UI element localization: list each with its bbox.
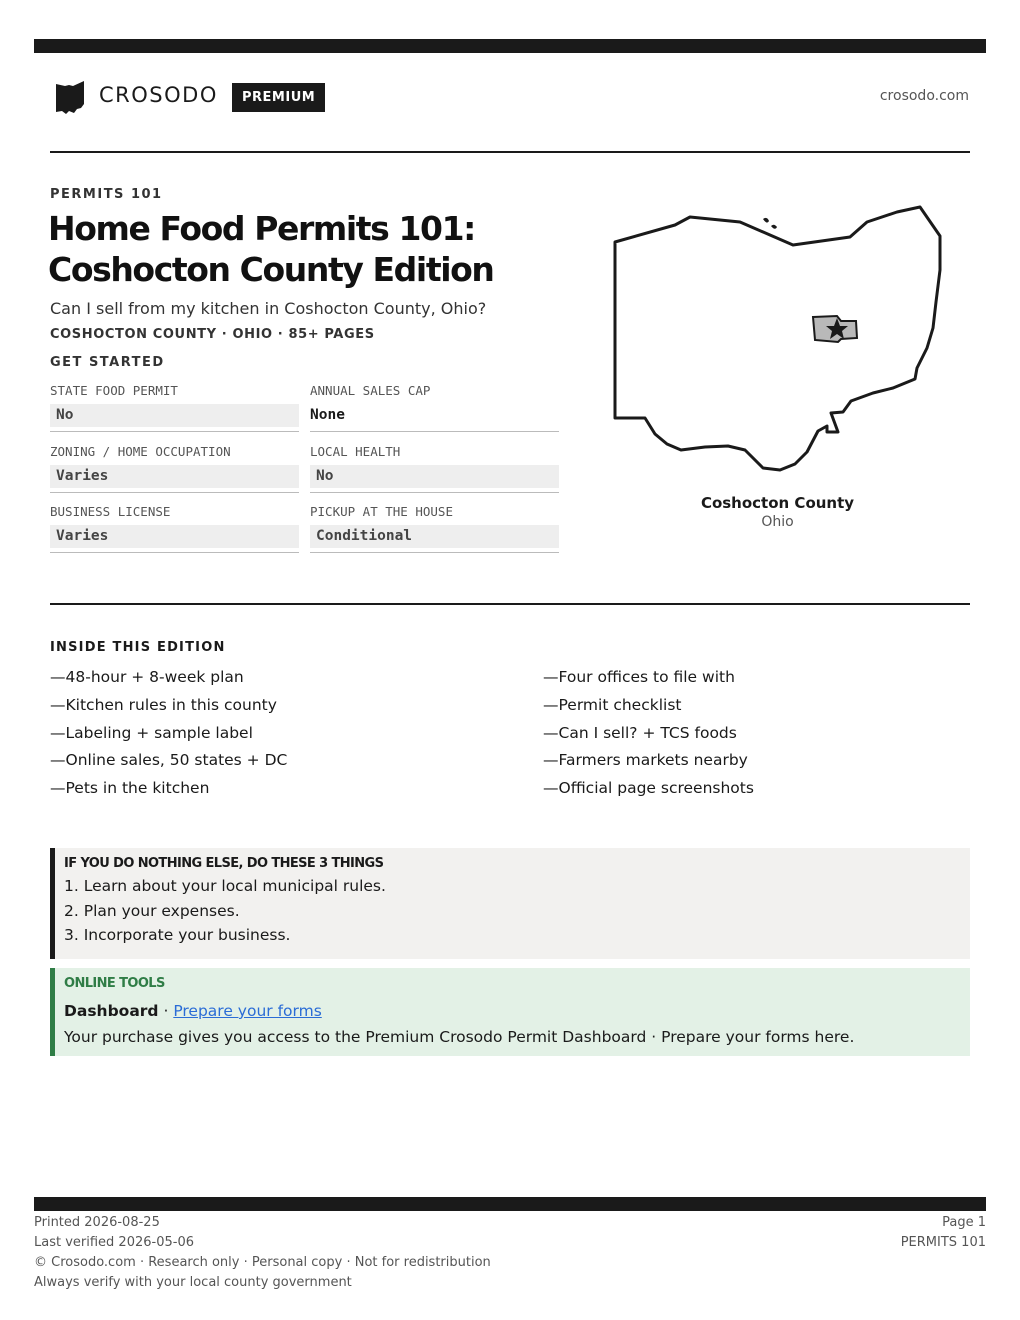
bottom-rule-bar xyxy=(34,1197,986,1211)
callout-item: 2. Plan your expenses. xyxy=(64,901,240,920)
list-item: —48-hour + 8-week plan xyxy=(50,668,244,686)
tools-links-row xyxy=(64,1000,970,1022)
fact-label: STATE FOOD PERMIT xyxy=(50,383,178,398)
premium-badge: PREMIUM xyxy=(232,83,325,112)
page-header xyxy=(50,78,970,118)
map-county-label: Coshocton County xyxy=(700,494,855,512)
fact-label: ANNUAL SALES CAP xyxy=(310,383,431,398)
fact-annual-sales-cap xyxy=(310,381,559,432)
site-url[interactable]: crosodo.com xyxy=(879,88,969,104)
fact-divider xyxy=(50,492,299,493)
fact-divider xyxy=(310,431,559,432)
get-started-heading: GET STARTED xyxy=(50,355,165,370)
verification-disclaimer: Always verify with your local county government xyxy=(34,1275,352,1290)
fact-state-food-permit xyxy=(50,381,299,432)
callout-item: 1. Learn about your local municipal rules. xyxy=(64,877,386,895)
printed-date: Printed 2026-08-25 xyxy=(34,1215,160,1230)
section-eyebrow: PERMITS 101 xyxy=(50,187,163,202)
fact-value: No xyxy=(310,465,559,488)
list-item: —Kitchen rules in this county xyxy=(50,695,277,714)
footer-left xyxy=(34,1213,491,1293)
fact-value: Varies xyxy=(50,525,299,548)
prepare-forms-link[interactable]: Prepare your forms xyxy=(173,1002,322,1020)
section-divider xyxy=(50,603,970,605)
inside-edition-heading: INSIDE THIS EDITION xyxy=(50,640,226,655)
fact-divider xyxy=(310,552,559,553)
fact-value: Varies xyxy=(50,465,299,488)
fact-label: ZONING / HOME OCCUPATION xyxy=(50,444,231,459)
tools-description: Your purchase gives you access to the Premium Crosodo Permit Dashboard · Prepare your forms here. xyxy=(64,1028,855,1046)
list-item: —Can I sell? + TCS foods xyxy=(543,723,737,742)
footer-right xyxy=(901,1213,986,1253)
lake-erie-islands xyxy=(763,218,777,229)
list-item: —Farmers markets nearby xyxy=(543,751,748,770)
list-item: —Official page screenshots xyxy=(543,779,754,798)
top-rule-bar xyxy=(34,39,986,53)
callout-item: 3. Incorporate your business. xyxy=(64,926,291,944)
callout-title: IF YOU DO NOTHING ELSE, DO THESE 3 THINGS xyxy=(64,856,384,871)
page-title xyxy=(48,208,588,290)
fact-label: BUSINESS LICENSE xyxy=(50,504,171,519)
fact-zoning xyxy=(50,442,299,493)
copyright-notice: © Crosodo.com · Research only · Personal copy · Not for redistribution xyxy=(34,1255,491,1270)
footer-section: PERMITS 101 xyxy=(900,1235,986,1250)
ohio-county-map xyxy=(605,200,950,480)
title-line-2: Coshocton County Edition xyxy=(48,250,494,289)
fact-divider xyxy=(310,492,559,493)
dashboard-label: Dashboard xyxy=(64,1002,159,1020)
map-caption xyxy=(605,494,950,530)
ohio-state-icon xyxy=(55,80,85,114)
fact-local-health xyxy=(310,442,559,493)
fact-business-license xyxy=(50,502,299,553)
inside-list-left xyxy=(50,666,287,805)
edition-meta: COSHOCTON COUNTY · OHIO · 85+ PAGES xyxy=(50,327,375,342)
tools-separator: · xyxy=(158,1002,174,1020)
list-item: —Labeling + sample label xyxy=(50,723,253,742)
list-item: —Pets in the kitchen xyxy=(50,779,210,798)
title-line-1: Home Food Permits 101: xyxy=(48,209,475,248)
header-divider xyxy=(50,151,970,153)
ohio-outline xyxy=(615,207,940,470)
fact-value: None xyxy=(310,407,345,423)
fact-value: No xyxy=(50,404,299,427)
fact-divider xyxy=(50,552,299,553)
tools-title: ONLINE TOOLS xyxy=(64,976,165,991)
online-tools-callout xyxy=(50,968,970,1056)
verified-date: Last verified 2026-05-06 xyxy=(34,1235,194,1250)
inside-list-right xyxy=(543,666,754,805)
map-state-label: Ohio xyxy=(761,514,794,530)
list-item: —Four offices to file with xyxy=(543,668,735,686)
fact-pickup-at-house xyxy=(310,502,559,553)
page-number: Page 1 xyxy=(942,1215,986,1230)
list-item: —Permit checklist xyxy=(543,695,682,714)
page-subtitle: Can I sell from my kitchen in Coshocton County, Ohio? xyxy=(50,299,487,318)
list-item: —Online sales, 50 states + DC xyxy=(50,751,288,770)
fact-value: Conditional xyxy=(310,525,559,548)
fact-label: PICKUP AT THE HOUSE xyxy=(310,504,453,519)
three-things-callout xyxy=(50,848,970,959)
fact-label: LOCAL HEALTH xyxy=(310,444,401,459)
fact-divider xyxy=(50,431,299,432)
brand-name: CROSODO xyxy=(99,83,218,107)
